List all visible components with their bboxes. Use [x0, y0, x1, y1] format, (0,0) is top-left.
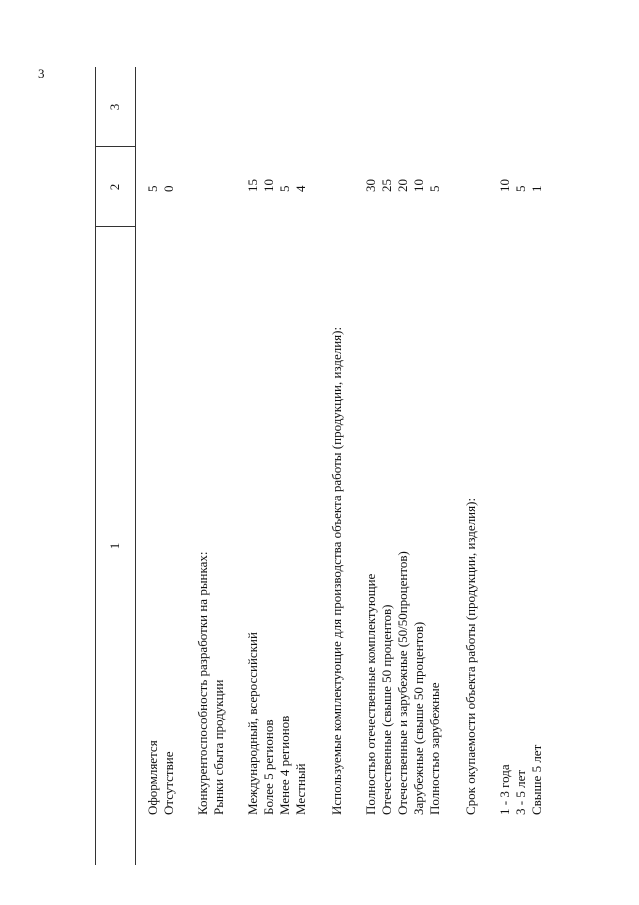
row-label: 1 - 3 года [497, 764, 512, 815]
row-label: Полностью отечественные комплектующие [363, 573, 378, 815]
row-value: 5 [427, 185, 442, 192]
row-value: 10 [497, 179, 512, 192]
row-label: Отечественные и зарубежные (50/50процентов) [395, 551, 410, 815]
row-label: Отсутствие [161, 751, 176, 815]
page-number: 3 [38, 66, 45, 81]
column-number-3: 3 [107, 103, 122, 111]
row-value: 25 [379, 179, 394, 192]
row-label: 3 - 5 лет [513, 769, 528, 815]
row-value: 5 [145, 185, 160, 192]
row-label: Полностью зарубежные [427, 682, 442, 815]
section-heading: Срок окупаемости объекта работы (продукции, изделия): [463, 497, 478, 815]
row-value: 20 [395, 179, 410, 192]
row-label: Зарубежные (свыше 50 процентов) [411, 621, 426, 815]
row-value: 10 [261, 179, 276, 192]
row-label: Международный, всероссийский [245, 632, 260, 815]
criteria-table [95, 67, 544, 865]
row-value: 30 [363, 179, 378, 192]
row-value: 4 [293, 185, 308, 192]
section-heading: Используемые комплектующие для производства объекта работы (продукции, изделия): [329, 326, 344, 815]
row-value: 10 [411, 179, 426, 192]
column-number-2: 2 [107, 183, 122, 191]
row-label: Оформляется [145, 740, 160, 815]
row-label: Местный [293, 763, 308, 815]
row-label: Менее 4 регионов [277, 715, 292, 815]
row-value: 0 [161, 185, 176, 192]
row-value: 15 [245, 179, 260, 192]
column-number-1: 1 [107, 542, 122, 550]
row-value: 5 [277, 185, 292, 192]
header-bottom-border [135, 67, 136, 865]
row-label: Свыше 5 лет [529, 744, 544, 815]
row-label: Более 5 регионов [261, 719, 276, 815]
row-value: 5 [513, 185, 528, 192]
section-heading: Конкурентоспособность разработки на рынках: [195, 551, 210, 815]
row-label: Отечественные (свыше 50 процентов) [379, 604, 394, 815]
section-heading: Рынки сбыта продукции [211, 679, 226, 815]
row-value: 1 [529, 185, 544, 192]
